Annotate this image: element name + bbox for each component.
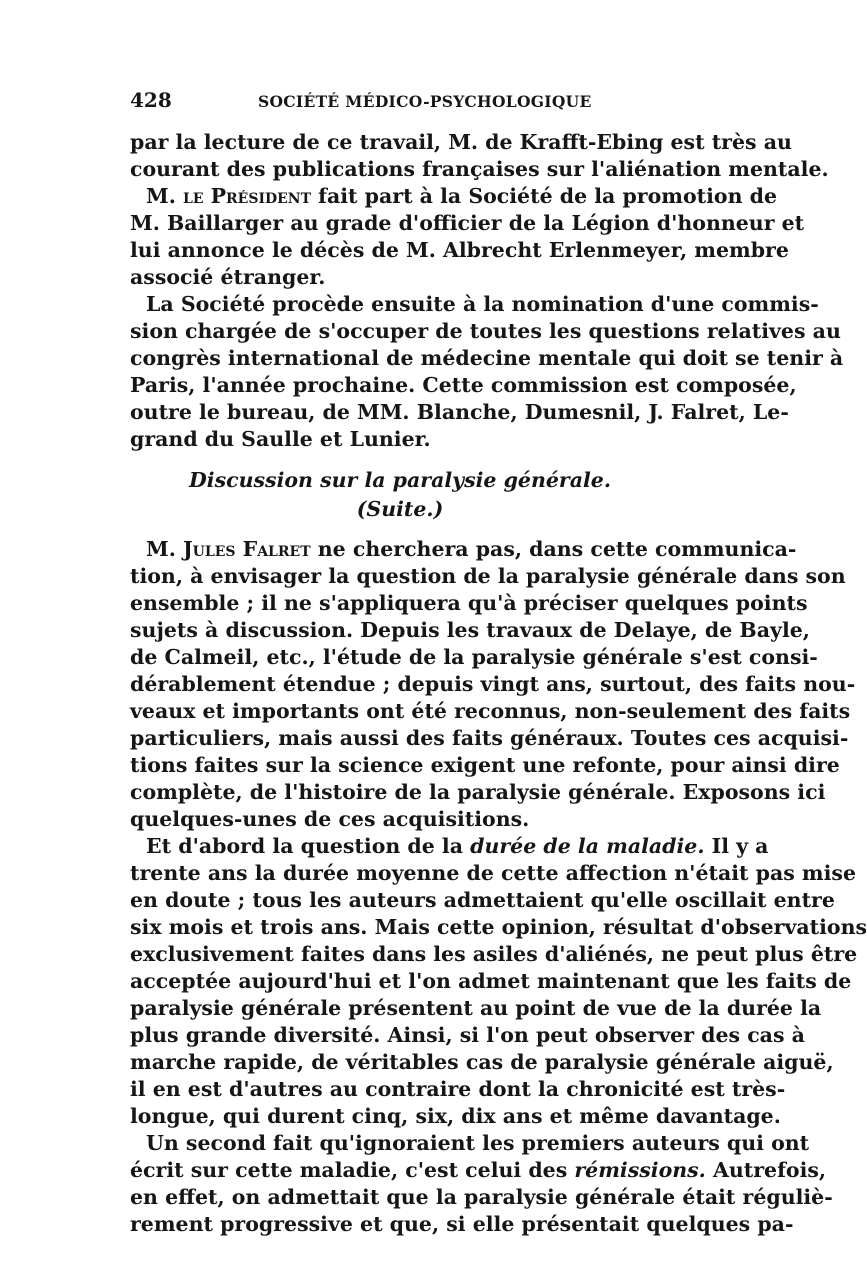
text-line: quelques-unes de ces acquisitions. bbox=[130, 807, 530, 831]
text-line: associé étranger. bbox=[130, 265, 326, 289]
text-line: dérablement étendue ; depuis vingt ans, surtout, des faits nou- bbox=[130, 672, 856, 696]
small-caps-name: Jules Falret bbox=[182, 537, 311, 561]
text-line: il en est d'autres au contraire dont la chronicité est très- bbox=[130, 1077, 786, 1101]
text-line: Un second fait qu'ignoraient les premiers auteurs qui ont bbox=[146, 1131, 810, 1155]
italic-phrase: rémissions. bbox=[574, 1158, 706, 1182]
section-subtitle: (Suite.) bbox=[356, 497, 444, 521]
text-line bbox=[130, 832, 769, 860]
text-line bbox=[130, 1156, 827, 1184]
text-span: Il y a bbox=[704, 834, 769, 858]
text-line: par la lecture de ce travail, M. de Krafft-Ebing est très au bbox=[130, 130, 792, 154]
text-line: ensemble ; il ne s'appliquera qu'à préciser quelques points bbox=[130, 591, 808, 615]
text-line bbox=[130, 182, 777, 210]
text-line: complète, de l'histoire de la paralysie générale. Exposons ici bbox=[130, 780, 826, 804]
text-line bbox=[130, 535, 797, 563]
text-line: Paris, l'année prochaine. Cette commission est composée, bbox=[130, 373, 797, 397]
text-line: particuliers, mais aussi des faits généraux. Toutes ces acquisi- bbox=[130, 726, 849, 750]
text-line: de Calmeil, etc., l'étude de la paralysie générale s'est consi- bbox=[130, 645, 818, 669]
text-line: sujets à discussion. Depuis les travaux de Delaye, de Bayle, bbox=[130, 618, 810, 642]
text-line: grand du Saulle et Lunier. bbox=[130, 427, 431, 451]
text-line: acceptée aujourd'hui et l'on admet maintenant que les faits de bbox=[130, 969, 852, 993]
text-line: tion, à envisager la question de la paralysie générale dans son bbox=[130, 564, 846, 588]
text-span: Autrefois, bbox=[705, 1158, 827, 1182]
text-line: en doute ; tous les auteurs admettaient qu'elle oscillait entre bbox=[130, 888, 835, 912]
text-line: sion chargée de s'occuper de toutes les questions relatives au bbox=[130, 319, 841, 343]
text-span: écrit sur cette maladie, c'est celui des bbox=[130, 1158, 575, 1182]
page-number: 428 bbox=[130, 88, 172, 112]
text-line: en effet, on admettait que la paralysie générale était réguliè- bbox=[130, 1185, 833, 1209]
text-line: tions faites sur la science exigent une refonte, pour ainsi dire bbox=[130, 753, 840, 777]
text-line: veaux et importants ont été reconnus, non-seulement des faits bbox=[130, 699, 851, 723]
text-line: paralysie générale présentent au point de vue de la durée la bbox=[130, 996, 822, 1020]
italic-phrase: durée de la maladie. bbox=[470, 834, 705, 858]
text-line: longue, qui durent cinq, six, dix ans et même davantage. bbox=[130, 1104, 781, 1128]
text-line: plus grande diversité. Ainsi, si l'on peut observer des cas à bbox=[130, 1023, 805, 1047]
text-line: trente ans la durée moyenne de cette affection n'était pas mise bbox=[130, 861, 856, 885]
text-span: M. bbox=[146, 537, 183, 561]
page-header bbox=[130, 88, 670, 118]
section-title: Discussion sur la paralysie générale. bbox=[189, 468, 611, 492]
text-line: courant des publications françaises sur l'aliénation mentale. bbox=[130, 157, 829, 181]
text-line: lui annonce le décès de M. Albrecht Erlenmeyer, membre bbox=[130, 238, 789, 262]
text-line: rement progressive et que, si elle présentait quelques pa- bbox=[130, 1212, 794, 1236]
text-line: exclusivement faites dans les asiles d'aliénés, ne peut plus être bbox=[130, 942, 858, 966]
text-span: fait part à la Société de la promotion de bbox=[311, 184, 777, 208]
text-line: La Société procède ensuite à la nomination d'une commis- bbox=[146, 292, 819, 316]
small-caps-name: le Président bbox=[182, 184, 312, 208]
text-span: Et d'abord la question de la bbox=[146, 834, 471, 858]
text-line: congrès international de médecine mentale qui doit se tenir à bbox=[130, 346, 844, 370]
text-span: ne cherchera pas, dans cette communica- bbox=[310, 537, 797, 561]
text-line: M. Baillarger au grade d'officier de la Légion d'honneur et bbox=[130, 211, 805, 235]
running-head: SOCIÉTÉ MÉDICO-PSYCHOLOGIQUE bbox=[258, 92, 592, 111]
text-span: M. bbox=[146, 184, 183, 208]
text-line: outre le bureau, de MM. Blanche, Dumesnil, J. Falret, Le- bbox=[130, 400, 789, 424]
text-line: marche rapide, de véritables cas de paralysie générale aiguë, bbox=[130, 1050, 834, 1074]
text-line: six mois et trois ans. Mais cette opinion, résultat d'observations bbox=[130, 915, 867, 939]
